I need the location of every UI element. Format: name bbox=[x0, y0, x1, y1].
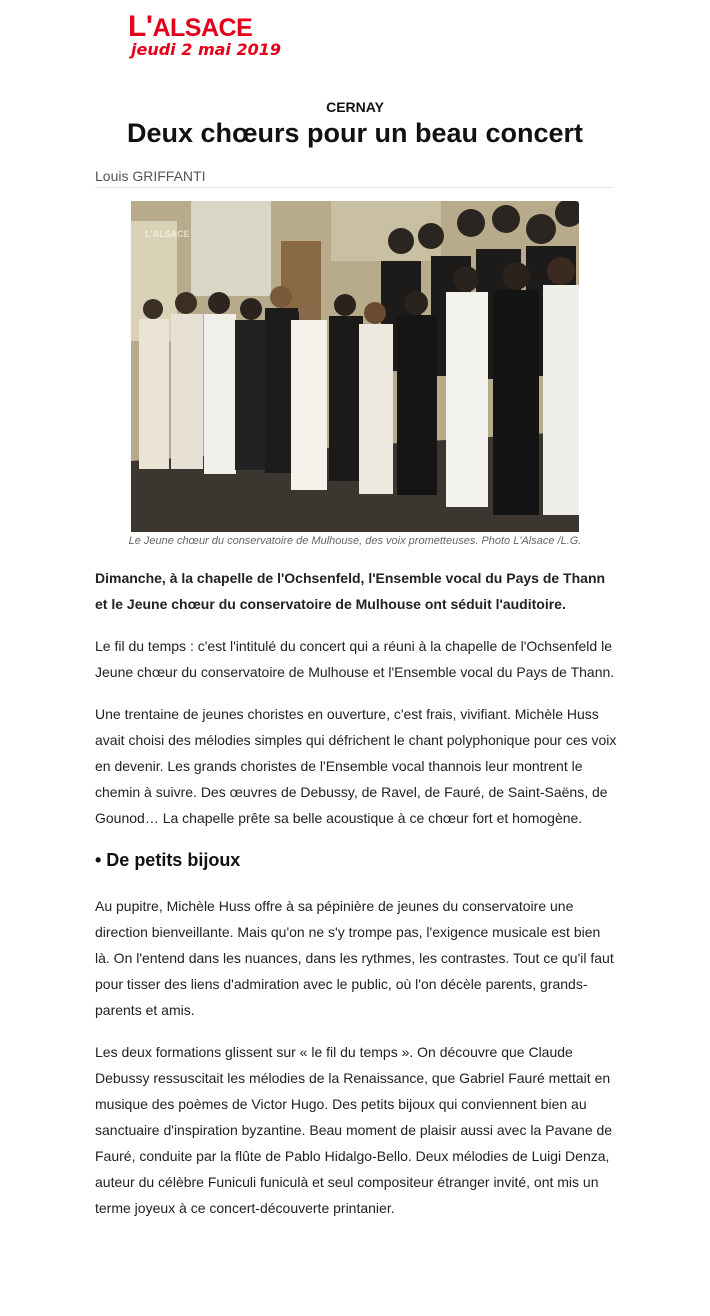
photo-watermark: L'ALSACE bbox=[145, 229, 190, 239]
logo-prefix: L' bbox=[128, 10, 153, 43]
author-divider bbox=[95, 187, 613, 188]
article-lead: Dimanche, à la chapelle de l'Ochsenfeld, l'Ensemble vocal du Pays de Thann et le Jeune chœur du conservatoire de Mulhouse ont séduit l'auditoire. bbox=[95, 570, 606, 612]
choir-photo-illustration bbox=[131, 201, 579, 532]
article-photo bbox=[131, 201, 579, 532]
photo-caption: Le Jeune chœur du conservatoire de Mulhouse, des voix prometteuses. Photo L'Alsace /L.G. bbox=[128, 535, 582, 547]
paragraph: Au pupitre, Michèle Huss offre à sa pépinière de jeunes du conservatoire une direction bienveillante. Mais qu'on ne s'y trompe pas, l'exigence musicale est bien là. On l'entend dans les nuances, dans les rythmes, les contrastes. Tout ce qu'il faut pour tisser des liens d'admiration avec le public, où l'on décèle parents, grands-parents et amis. bbox=[95, 898, 614, 1018]
section-subheading: • De petits bijoux bbox=[95, 850, 241, 870]
article-kicker: CERNAY bbox=[326, 99, 384, 115]
logo-text: ALSACE bbox=[152, 14, 253, 42]
newspaper-logo bbox=[128, 10, 253, 43]
paragraph: Une trentaine de jeunes choristes en ouverture, c'est frais, vivifiant. Michèle Huss avait choisi des mélodies simples qui défrichent le chant polyphonique pour ces voix en devenir. Les grands choristes de l'Ensemble vocal thannois leur montrent le chemin à suivre. Des œuvres de Debussy, de Ravel, de Fauré, de Saint-Saëns, de Gounod… La chapelle prête sa belle acoustique à ce chœur fort et homogène. bbox=[95, 706, 617, 826]
article-title: Deux chœurs pour un beau concert bbox=[126, 118, 584, 148]
paragraph: Le fil du temps : c'est l'intitulé du concert qui a réuni à la chapelle de l'Ochsenfeld le Jeune chœur du conservatoire de Mulhouse et l'Ensemble vocal du Pays de Thann. bbox=[95, 638, 615, 680]
paragraph: Les deux formations glissent sur « le fil du temps ». On découvre que Claude Debussy ressuscitait les mélodies de la Renaissance, que Gabriel Fauré mettait en musique des poèmes de Victor Hugo. Des petits bijoux qui conviennent bien au sanctuaire d'inspiration byzantine. Beau moment de plaisir aussi avec la Pavane de Fauré, conduite par la flûte de Pablo Hidalgo-Bello. Deux mélodies de Luigi Denza, auteur du célèbre Funiculi funiculà et seul compositeur étranger invité, ont mis un terme joyeux à ce concert-découverte printanier. bbox=[95, 1044, 613, 1216]
publication-date: jeudi 2 mai 2019 bbox=[131, 40, 281, 59]
article-body bbox=[95, 565, 617, 1237]
article-author: Louis GRIFFANTI bbox=[95, 168, 206, 184]
